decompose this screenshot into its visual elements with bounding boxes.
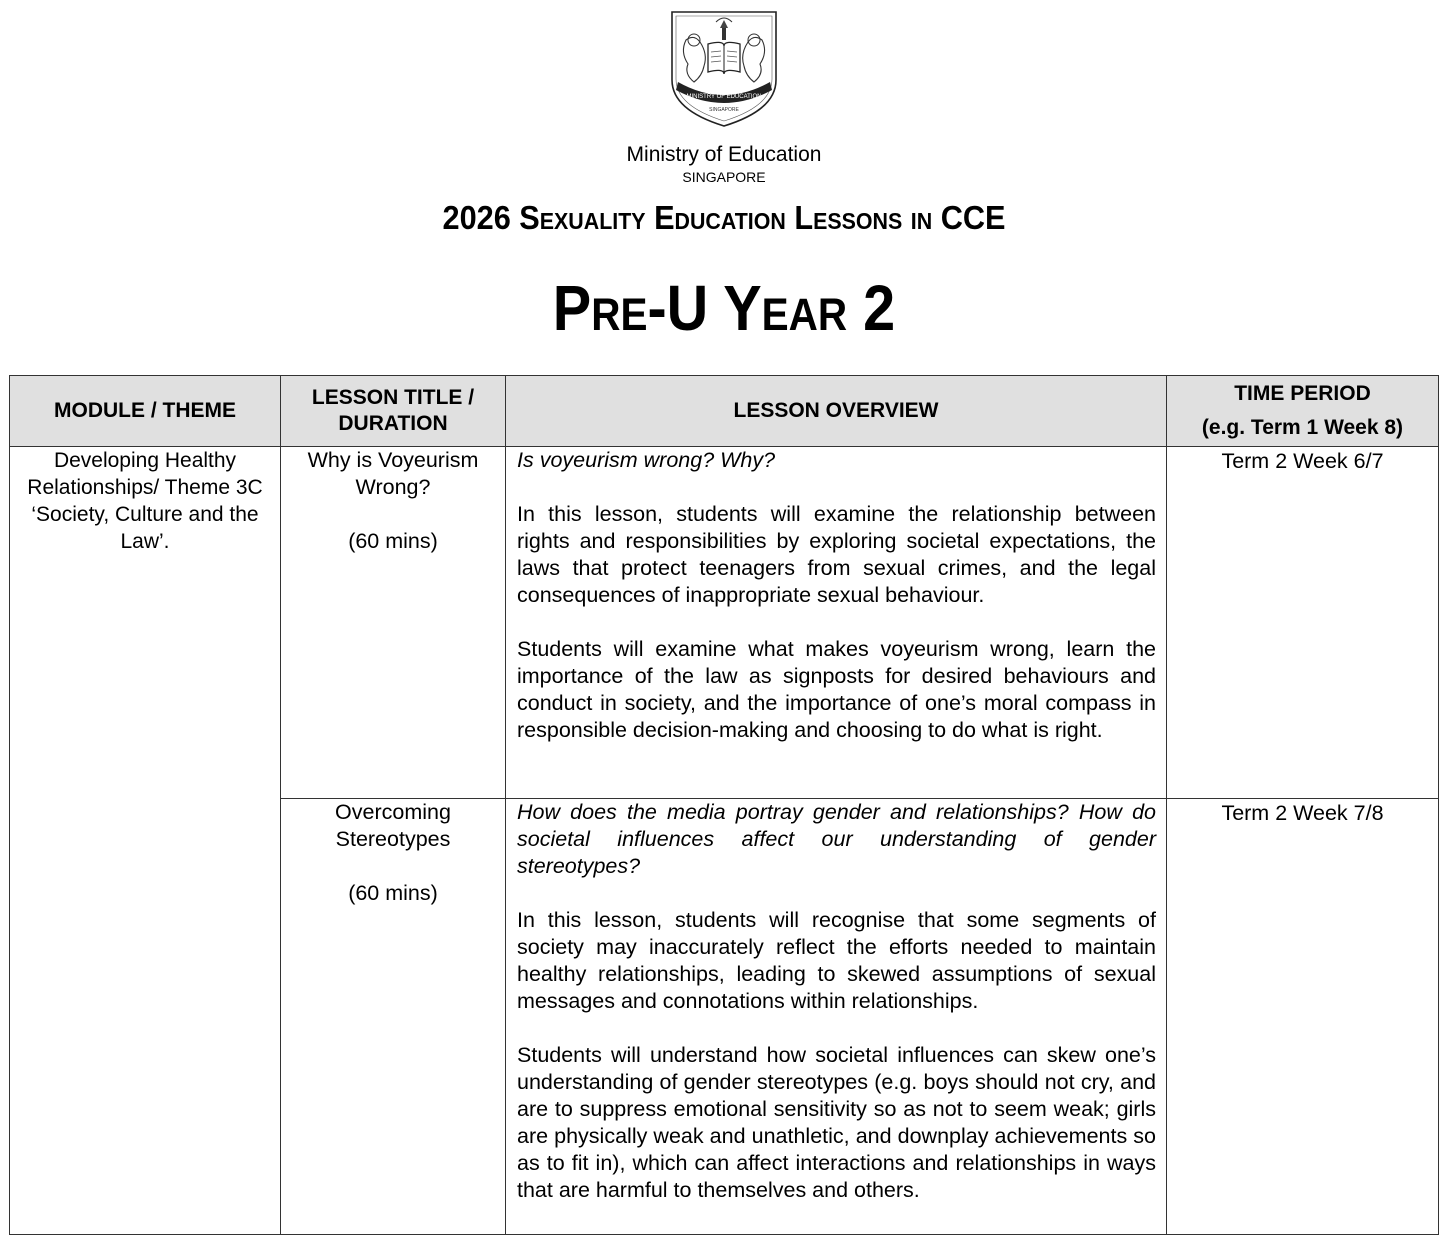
overview-paragraph: In this lesson, students will recognise that some segments of society may inaccurately reflect the efforts needed to maintain healthy relationships, leading to skewed assumptions of sexual messages and connotations within relationships. (517, 908, 1156, 1013)
lesson-title: Why is Voyeurism Wrong? (307, 448, 479, 499)
time-period-cell (1167, 799, 1439, 1235)
ministry-crest-icon (668, 10, 780, 128)
organization-name: Ministry of Education (626, 143, 822, 166)
lesson-title-cell (281, 447, 506, 799)
time-period-value: Term 2 Week 6/7 (1221, 449, 1384, 473)
column-header-lesson-title: LESSON TITLE / DURATION (281, 376, 506, 447)
overview-paragraph: Students will examine what makes voyeurism wrong, learn the importance of the law as signposts for desired behaviours and conduct in society, and the importance of one’s moral compass in responsible decision-making and choosing to do what is right. (517, 637, 1156, 742)
lessons-table (9, 375, 1439, 1235)
lesson-overview-cell (506, 799, 1167, 1235)
overview-paragraph: Students will understand how societal influences can skew one’s understanding of gender stereotypes (e.g. boys should not cry, and are to suppress emotional sensitivity so as not to seem weak; girls are physically weak and unathletic, and downplay achievements so as to fit in), which can affect interactions and relationships in ways that are harmful to themselves and others. (517, 1043, 1156, 1202)
column-header-lesson-overview: LESSON OVERVIEW (506, 376, 1167, 447)
document-subtitle: Pre-U Year 2 (552, 272, 896, 344)
lesson-duration: (60 mins) (348, 881, 438, 905)
column-header-module: MODULE / THEME (10, 376, 281, 447)
module-theme-cell (10, 447, 281, 1235)
crest-base-text: SINGAPORE (709, 107, 739, 113)
module-theme-text: Developing Healthy Relationships/ Theme 3C ‘Society, Culture and the Law’. (27, 449, 263, 553)
column-header-time-period (1167, 376, 1439, 447)
table-row (10, 447, 1439, 799)
guiding-question: Is voyeurism wrong? Why? (517, 448, 776, 472)
lesson-overview-cell (506, 447, 1167, 799)
lesson-duration: (60 mins) (348, 529, 438, 553)
guiding-question: How does the media portray gender and relationships? How do societal influences affect our understanding of gender stereotypes? (517, 800, 1156, 878)
overview-paragraph: In this lesson, students will examine the relationship between rights and responsibilities by exploring societal expectations, the laws that protect teenagers from sexual crimes, and the legal consequences of inappropriate sexual behaviour. (517, 502, 1156, 607)
time-period-label: TIME PERIOD (1234, 382, 1371, 405)
organization-country: SINGAPORE (682, 169, 766, 185)
time-period-value: Term 2 Week 7/8 (1221, 801, 1384, 825)
lesson-title: Overcoming Stereotypes (335, 800, 451, 851)
crest-ribbon-text: MINISTRY OF EDUCATION (686, 94, 762, 100)
time-period-cell (1167, 447, 1439, 799)
time-period-example: (e.g. Term 1 Week 8) (1201, 416, 1404, 439)
logo (0, 10, 1448, 133)
lesson-title-cell (281, 799, 506, 1235)
table-header-row (10, 376, 1439, 447)
document-title: 2026 Sexuality Education Lessons in CCE (442, 199, 1006, 236)
